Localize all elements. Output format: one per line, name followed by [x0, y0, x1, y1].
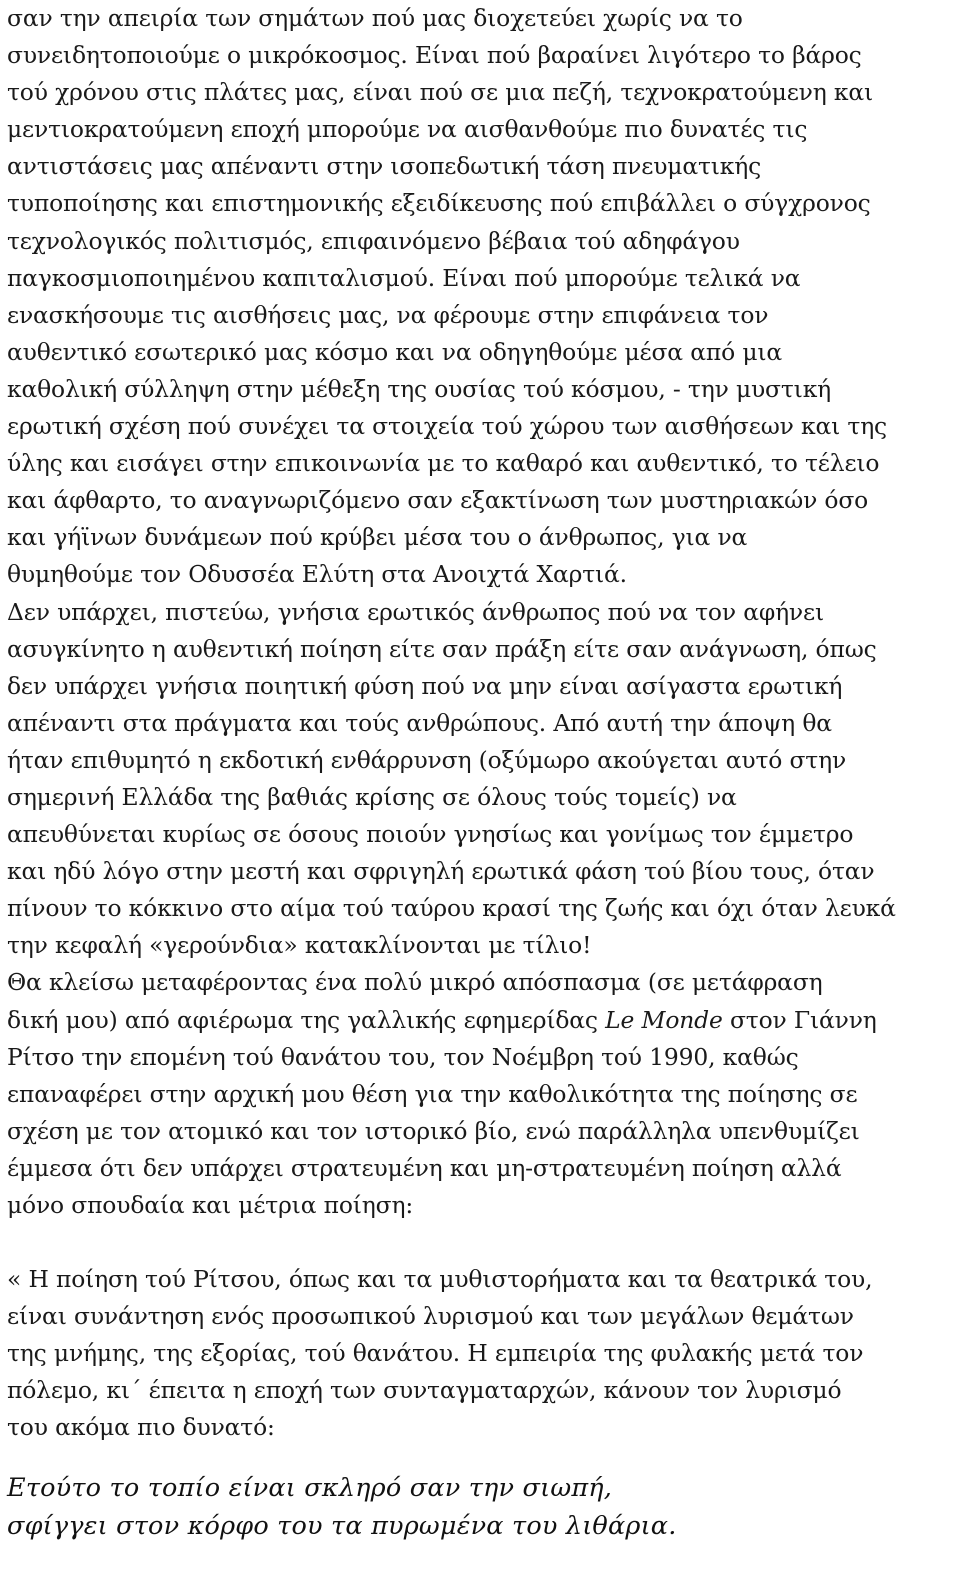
text-line: και γήϊνων δυνάμεων πού κρύβει μέσα του ο άνθρωπος, για να	[7, 523, 748, 552]
paragraph-elytis	[7, 0, 955, 594]
text-line: Δεν υπάρχει, πιστεύω, γνήσια ερωτικός άνθρωπος πού να τον αφήνει	[7, 597, 824, 626]
text-line: συνειδητοποιούμε ο μικρόκοσμος. Είναι πού βαραίνει λιγότερο το βάρος	[7, 41, 862, 70]
text-line: την κεφαλή «γερούνδια» κατακλίνονται με τίλιο!	[7, 931, 592, 960]
text-line: σαν την απειρία των σημάτων πού μας διοχετεύει χωρίς να το	[7, 4, 743, 32]
quote-line: της μνήμης, της εξορίας, τού θανάτου. Η εμπειρία της φυλακής μετά τον	[7, 1339, 864, 1368]
text-line: ενασκήσουμε τις αισθήσεις μας, να φέρουμε στην επιφάνεια τον	[7, 300, 769, 329]
quote-line: του ακόμα πιο δυνατό:	[7, 1413, 275, 1442]
document-page	[7, 0, 955, 1545]
paragraph-spacer	[7, 1224, 955, 1261]
poem-line: σφίγγει στον κόρφο του τα πυρωμένα του λιθάρια.	[7, 1510, 677, 1541]
text-line: και ηδύ λόγο στην μεστή και σφριγηλή ερωτικά φάση τού βίου τους, όταν	[7, 857, 875, 886]
text-line: αυθεντικό εσωτερικό μας κόσμο και να οδηγηθούμε μέσα από μια	[7, 337, 783, 366]
text-line: αντιστάσεις μας απέναντι στην ισοπεδωτική τάση πνευματικής	[7, 152, 762, 181]
newspaper-title: Le Monde	[605, 1005, 723, 1034]
text-segment: δική μου) από αφιέρωμα της γαλλικής εφημερίδας	[7, 1005, 606, 1034]
poem-excerpt	[7, 1469, 955, 1545]
text-line: έμμεσα ότι δεν υπάρχει στρατευμένη και μη-στρατευμένη ποίηση αλλά	[7, 1153, 842, 1182]
paragraph-le-monde	[7, 964, 955, 1224]
poem-spacer	[7, 1447, 955, 1469]
text-line: μόνο σπουδαία και μέτρια ποίηση:	[7, 1191, 414, 1219]
poem-line: Ετούτο το τοπίο είναι σκληρό σαν την σιωπή,	[7, 1472, 613, 1503]
quote-line: είναι συνάντηση ενός προσωπικού λυρισμού και των μεγάλων θεμάτων	[7, 1302, 854, 1331]
text-line: επαναφέρει στην αρχική μου θέση για την καθολικότητα της ποίησης σε	[7, 1079, 858, 1108]
text-line: σχέση με τον ατομικό και τον ιστορικό βίο, ενώ παράλληλα υπενθυμίζει	[7, 1116, 860, 1145]
text-line: τού χρόνου στις πλάτες μας, είναι πού σε μια πεζή, τεχνοκρατούμενη και	[7, 78, 874, 107]
text-line: πίνουν το κόκκινο στο αίμα τού ταύρου κρασί της ζωής και όχι όταν λευκά	[7, 894, 896, 923]
quote-line: « Η ποίηση τού Ρίτσου, όπως και τα μυθιστορήματα και τα θεατρικά του,	[7, 1265, 873, 1294]
text-line: ερωτική σχέση πού συνέχει τα στοιχεία τού χώρου των αισθήσεων και της	[7, 412, 888, 441]
text-line: ήταν επιθυμητό η εκδοτική ενθάρρυνση (οξύμωρο ακούγεται αυτό στην	[7, 745, 847, 774]
text-line: απέναντι στα πράγματα και τούς ανθρώπους. Από αυτή την άποψη θα	[7, 708, 832, 737]
text-segment: στον Γιάννη	[722, 1005, 877, 1034]
text-line: τυποποίησης και επιστημονικής εξειδίκευσης πού επιβάλλει ο σύγχρονος	[7, 189, 871, 218]
paragraph-erotic-poetry	[7, 594, 955, 965]
text-line: μεντιοκρατούμενη εποχή μπορούμε να αισθανθούμε πιο δυνατές τις	[7, 115, 808, 144]
text-line: καθολική σύλληψη στην μέθεξη της ουσίας τού κόσμου, - την μυστική	[7, 374, 832, 403]
text-line: θυμηθούμε τον Οδυσσέα Ελύτη στα Ανοιχτά Χαρτιά.	[7, 560, 627, 589]
text-line: ασυγκίνητο η αυθεντική ποίηση είτε σαν πράξη είτε σαν ανάγνωση, όπως	[7, 634, 877, 663]
text-line: δεν υπάρχει γνήσια ποιητική φύση πού να μην είναι ασίγαστα ερωτική	[7, 671, 843, 700]
quote-block	[7, 1261, 955, 1446]
text-line: απευθύνεται κυρίως σε όσους ποιούν γνησίως και γονίμως τον έμμετρο	[7, 820, 854, 849]
text-line: Ρίτσο την επομένη τού θανάτου του, τον Νοέμβρη τού 1990, καθώς	[7, 1042, 799, 1071]
text-line: παγκοσμιοποιημένου καπιταλισμού. Είναι πού μπορούμε τελικά να	[7, 263, 801, 292]
text-line	[7, 1002, 955, 1039]
text-line: και άφθαρτο, το αναγνωριζόμενο σαν εξακτίνωση των μυστηριακών όσο	[7, 486, 869, 515]
text-line: ύλης και εισάγει στην επικοινωνία με το καθαρό και αυθεντικό, το τέλειο	[7, 449, 880, 478]
text-line: Θα κλείσω μεταφέροντας ένα πολύ μικρό απόσπασμα (σε μετάφραση	[7, 968, 823, 997]
text-line: τεχνολογικός πολιτισμός, επιφαινόμενο βέβαια τού αδηφάγου	[7, 226, 740, 255]
text-line: σημερινή Ελλάδα της βαθιάς κρίσης σε όλους τούς τομείς) να	[7, 782, 737, 811]
quote-line: πόλεμο, κι΄ έπειτα η εποχή των συνταγματαρχών, κάνουν τον λυρισμό	[7, 1376, 842, 1405]
